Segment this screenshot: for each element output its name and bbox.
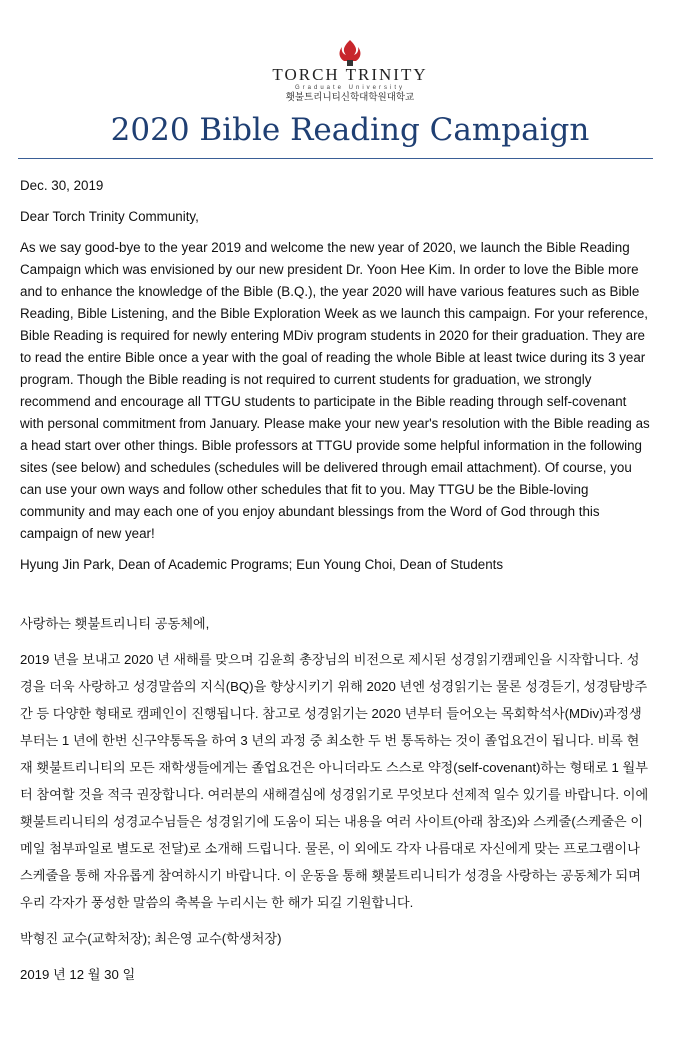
university-logo: [0, 38, 700, 104]
korean-signature: 박형진 교수(교학처장); 최은영 교수(학생처장): [20, 931, 282, 946]
letter-date: Dec. 30, 2019: [20, 178, 104, 193]
torch-flame-icon: [330, 38, 370, 66]
logo-subtitle: Graduate University: [294, 85, 406, 91]
title-divider: [18, 158, 653, 159]
logo-korean-name: 횃불트리니티신학대학원대학교: [285, 92, 415, 103]
korean-greeting: 사랑하는 횃불트리니티 공동체에,: [20, 616, 210, 631]
page-title: 2020 Bible Reading Campaign: [110, 112, 590, 148]
korean-paragraph: 2019 년을 보내고 2020 년 새해를 맞으며 김윤희 총장님의 비전으로 제시된 성경읽기캠페인을 시작합니다. 성경을 더욱 사랑하고 성경말씀의 지식(BQ)을 향상시키기 위해 2020 년엔 성경읽기는 물론 성경듣기, 성경탐방주간 등 다양한 형태로 캠페인이 진행됩니다. 참고로 성경읽기는 2020 년부터 들어오는 목회학석사(MDiv)과정생부터는 1 년에 한번 신구약통독을 하여 3 년의 과정 중 최소한 두 번 통독하는 것이 졸업요건이 됩니다. 비록 현재 횃불트리니티의 모든 재학생들에게는 졸업요건은 아니더라도 스스로 약정(self-covenant)하는 형태로 1 월부터 참여할 것을 적극 권장합니다. 여러분의 새해결심에 성경읽기로 무엇보다 선제적 일수 있기를 바랍니다. 이에 횃불트리니티의 성경교수님들은 성경읽기에 도움이 되는 내용을 여러 사이트(아래 참조)와 스케줄(스케줄은 이메일 첨부파일로 별도로 전달)로 소개해 드립니다. 물론, 이 외에도 각자 나름대로 자신에게 맞는 프로그램이나 스케줄을 통해 자유롭게 참여하시기 바랍니다. 이 운동을 통해 횃불트리니티가 성경을 사랑하는 공동체가 되며 우리 각자가 풍성한 말씀의 축복을 누리시는 한 해가 되길 기원합니다.: [20, 652, 649, 910]
letter-greeting: Dear Torch Trinity Community,: [20, 209, 199, 224]
letter-paragraph: As we say good-bye to the year 2019 and welcome the new year of 2020, we launch the Bible Reading Campaign which was envisioned by our new president Dr. Yoon Hee Kim. In order to love the Bible more and to enhance the knowledge of the Bible (B.Q.), the year 2020 will have various features such as Bible Reading, Bible Listening, and the Bible Exploration Week as we launch this campaign. For your reference, Bible Reading is required for newly entering MDiv program students in 2020 for their graduation. They are to read the entire Bible once a year with the goal of reading the whole Bible at least twice during its 3 year program. Though the Bible reading is not required to current students for graduation, we strongly recommend and encourage all TTGU students to participate in the Bible reading through self-covenant with personal commitment from January. Please make your new year's resolution with the Bible reading as a head start over other things. Bible professors at TTGU provide some helpful information in the following sites (see below) and schedules (schedules will be delivered through email attachment). Of course, you can use your own ways and follow other schedules that fit to you. May TTGU be the Bible-loving community and may each one of you enjoy abundant blessings from the Word of God through this campaign of new year!: [20, 240, 650, 541]
logo-wordmark: TORCH TRINITY: [272, 65, 428, 84]
letter-signature: Hyung Jin Park, Dean of Academic Programs; Eun Young Choi, Dean of Students: [20, 557, 504, 572]
korean-date: 2019 년 12 월 30 일: [20, 967, 136, 982]
letter-body: [20, 175, 652, 988]
